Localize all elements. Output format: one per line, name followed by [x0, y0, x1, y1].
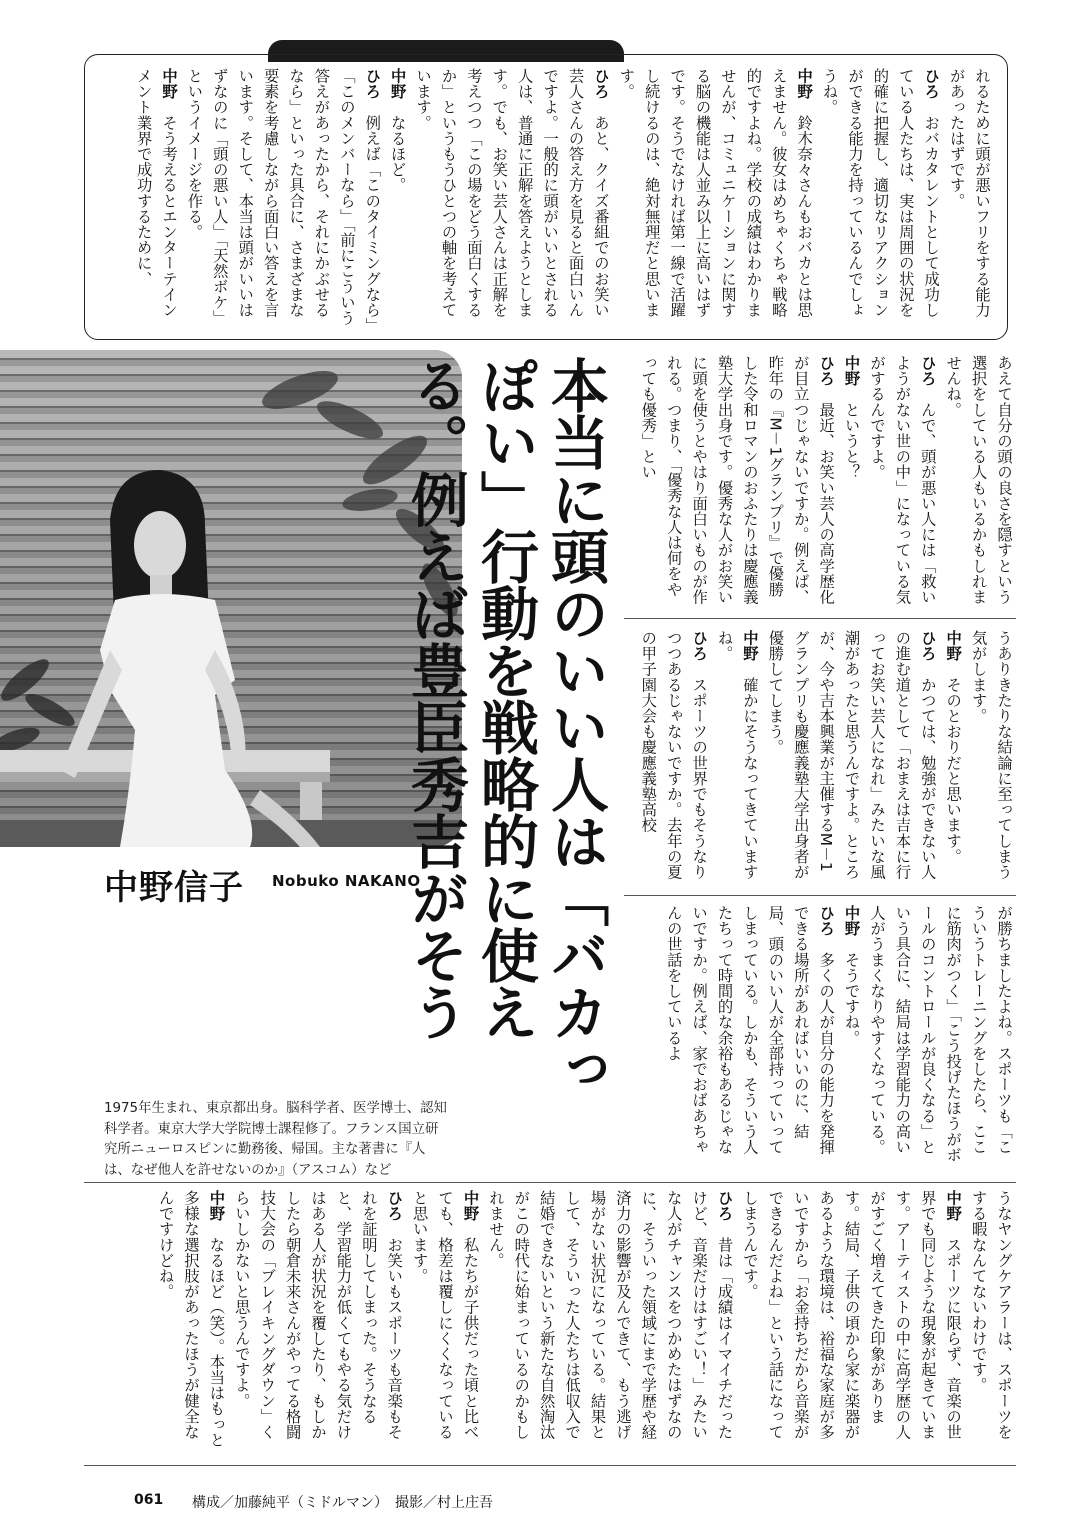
speaker-label: ひろ: [918, 355, 937, 402]
paragraph: [152, 1190, 228, 1455]
paragraph: [940, 630, 965, 886]
paragraph-text: というと？: [842, 401, 861, 480]
page-number: 061: [134, 1492, 164, 1508]
footer-rule: [84, 1465, 1016, 1466]
divider: [624, 895, 1016, 896]
paragraph-text: 私たちが子供だった頃と比べても、格差は覆しにくくなっていると思います。: [410, 1190, 480, 1440]
profile-bio: 1975年生まれ、東京都出身。脳科学者、医学博士、認知科学者。東京大学大学院博士課程修了。フランス国立研究所ニューロスピンに勤務後、帰国。主な著書に『人は、なぜ他人を許せないのか』（アスコム）など: [104, 1101, 447, 1178]
paragraph: [762, 630, 940, 886]
paragraph-text: スポーツの世界でもそうなりつつあるじゃないですか。去年の夏の甲子園大会も慶應義塾高校: [639, 630, 709, 880]
paragraph-text: 最近、お笑い芸人の高学歴化が目立つじゃないですか。例えば、昨年の『M－1グランプリ』で優勝した令和ロマンのおふたりは慶應義塾大学出身です。優秀な人がお笑いに頭を使うとやはり面白いものが作れる。つまり、「優秀な人は何をやっても優秀」とい: [639, 355, 836, 605]
paragraph: [737, 1190, 966, 1455]
speaker-label: 中野: [944, 1190, 963, 1237]
profile-name: 中野信子: [104, 868, 244, 908]
paragraph-text: あえて自分の頭の良さを隠すという選択をしている人もいるかもしれませんね。: [944, 355, 1013, 605]
top-box-text: [104, 68, 994, 330]
paragraph-text: かつては、勉強ができない人の進む道として「おまえは吉本に行ってお笑い芸人になれ」みたいな風潮があったと思うんですよ。ところが、今や吉本興業が主催するM－1グランプリも慶應義塾大学出身者が優勝してしまう。: [766, 630, 937, 880]
speaker-label: ひろ: [817, 905, 836, 952]
credits: 構成／加藤純平（ミドルマン） 撮影／村上庄吾: [192, 1495, 493, 1511]
middle-column-middle: [624, 630, 1016, 886]
paragraph-text: お笑いもスポーツも音楽もそれを証明してしまった。そうなると、学習能力が低くてもやる気だけはある人が状況を覆したり、もしかしたら朝倉未来さんがやってる格闘技大会の「ブレイキングダウン」くらいしかないと思うんですよ。: [232, 1190, 404, 1440]
paragraph: [130, 68, 181, 330]
paragraph-text: なるほど。: [388, 114, 407, 193]
paragraph: [940, 355, 1016, 607]
middle-column-bottom: [624, 905, 1016, 1165]
paragraph-text: れるために頭が悪いフリをする能力があったはずです。: [947, 68, 991, 318]
paragraph: [635, 630, 711, 886]
paragraph: [482, 1190, 736, 1455]
speaker-label: ひろ: [922, 68, 941, 115]
speaker-label: ひろ: [918, 630, 937, 677]
paragraph-text: うなヤングケアラーは、スポーツをする暇なんてないわけです。: [969, 1190, 1013, 1440]
paragraph: [864, 905, 1016, 1165]
speaker-label: 中野: [461, 1190, 480, 1237]
speaker-label: 中野: [944, 630, 963, 677]
speaker-label: 中野: [740, 630, 759, 677]
bottom-text: [104, 1190, 1016, 1455]
paragraph: [816, 68, 943, 330]
profile-name-en: Nobuko NAKANO: [272, 872, 421, 890]
paragraph-text: あと、クイズ番組でのお笑い芸人さんの答え方を見ると面白いんですよ。一般的に頭がいいとされる人は、普通に正解を答えようとします。でも、お笑い芸人さんは正解を考えつつ「この場をどう面白くするか」というもうひとつの軸を考えています。: [414, 68, 610, 318]
divider: [624, 618, 1016, 619]
divider: [84, 1182, 1016, 1183]
speaker-label: ひろ: [715, 1190, 734, 1237]
paragraph: [613, 68, 816, 330]
paragraph: [838, 905, 863, 1165]
speaker-label: 中野: [842, 905, 861, 952]
paragraph-text: 多くの人が自分の能力を発揮できる場所があればいいのに、結局、頭のいい人が全部持っていってしまっている。しかも、そういう人たちって時間的な余裕もあるじゃないですか。例えば、家でおばあちゃんの世話をしているよ: [664, 905, 836, 1155]
paragraph-text: 例えば「このタイミングなら」「このメンバーなら」「前にこういう答えがあったから、それにかぶせるなら」といった具合に、さまざまな要素を考慮しながら面白い答えを言います。そして、本当は頭がいいはずなのに「頭の悪い人」「天然ボケ」というイメージを作る。: [185, 68, 382, 326]
paragraph-text: なるほど（笑）。本当はもっと多様な選択肢があったほうが健全なんですけどね。: [156, 1190, 226, 1448]
speaker-label: 中野: [795, 68, 814, 115]
paragraph: [711, 630, 762, 886]
paragraph-text: 昔は「成績はイマイチだったけど、音楽だけはすごい！」みたいな人がチャンスをつかめたはずなのに、そういった領域にまで学歴や経済力の影響が及んできて、もう逃げ場がない状況になっている。結果として、そういった人たちは低収入で結婚できないという新たな自然淘汰がこの時代に始まっているのかもしれません。: [486, 1190, 734, 1440]
paragraph-text: そうですね。: [842, 951, 861, 1046]
speaker-label: 中野: [160, 68, 178, 115]
paragraph-text: が勝ちましたよね。スポーツも「こういうトレーニングをしたら、ここに筋肉がつく」「こう投げたほうがボールのコントロールが良くなる」という具合に、結局は学習能力の高い人がうまくなりやすくなっている。: [867, 905, 1013, 1163]
paragraph: [660, 905, 838, 1165]
paragraph-text: そう考えるとエンターテインメント業界で成功するために、: [134, 68, 178, 318]
portrait-photo: [0, 350, 462, 847]
paragraph: [410, 68, 613, 330]
paragraph: [838, 355, 863, 607]
speaker-label: ひろ: [690, 630, 709, 677]
paragraph-text: んで、頭が悪い人には「救いようがない世の中」になっている気がするんですよ。: [867, 355, 937, 605]
paragraph: [406, 1190, 482, 1455]
paragraph-text: おバカタレントとして成功している人たちは、実は周囲の状況を的確に把握し、適切なリアクションができる能力を持っているんでしょうね。: [820, 68, 941, 318]
paragraph-text: スポーツに限らず、音楽の世界でも同じような現象が起きています。アーティストの中に高学歴の人がすごく増えてきた印象があります。結局、子供の頃から家に楽器があるような環境は、裕福な家庭が多いですから「お金持ちだから音楽ができるんだよね」という話になってしまうんです。: [740, 1190, 963, 1440]
paragraph: [864, 355, 940, 607]
speaker-label: 中野: [388, 68, 407, 115]
portrait-photo-illustration: [0, 350, 462, 847]
paragraph: [965, 1190, 1016, 1455]
paragraph: [181, 68, 384, 330]
speaker-label: 中野: [842, 355, 861, 402]
paragraph: [943, 68, 994, 330]
speaker-label: ひろ: [817, 355, 836, 402]
speaker-label: ひろ: [591, 68, 610, 115]
headline: 本当に頭のいい人は「バカっぽい」行動を戦略的に使える。例えば豊臣秀吉がそう: [401, 356, 609, 1097]
paragraph-text: うありきたりな結論に至ってしまう気がします。: [969, 630, 1013, 880]
paragraph-text: 鈴木奈々さんもおバカとは思えません。彼女はめちゃくちゃ戦略的ですよね。学校の成績はわかりませんが、コミュニケーションに関する脳の機能は人並み以上に高いはずです。そうでなければ第一線で活躍し続けるのは、絶対無理だと思います。: [617, 68, 814, 318]
speaker-label: 中野: [207, 1190, 226, 1237]
speaker-label: ひろ: [363, 68, 382, 115]
paragraph: [965, 630, 1016, 886]
paragraph: [228, 1190, 406, 1455]
paragraph-text: そのとおりだと思います。: [944, 676, 963, 865]
middle-column-top: [624, 355, 1016, 607]
paragraph: [635, 355, 838, 607]
paragraph: [384, 68, 409, 330]
paragraph-text: 確かにそうなってきていますね。: [715, 630, 759, 880]
speaker-label: ひろ: [385, 1190, 404, 1237]
